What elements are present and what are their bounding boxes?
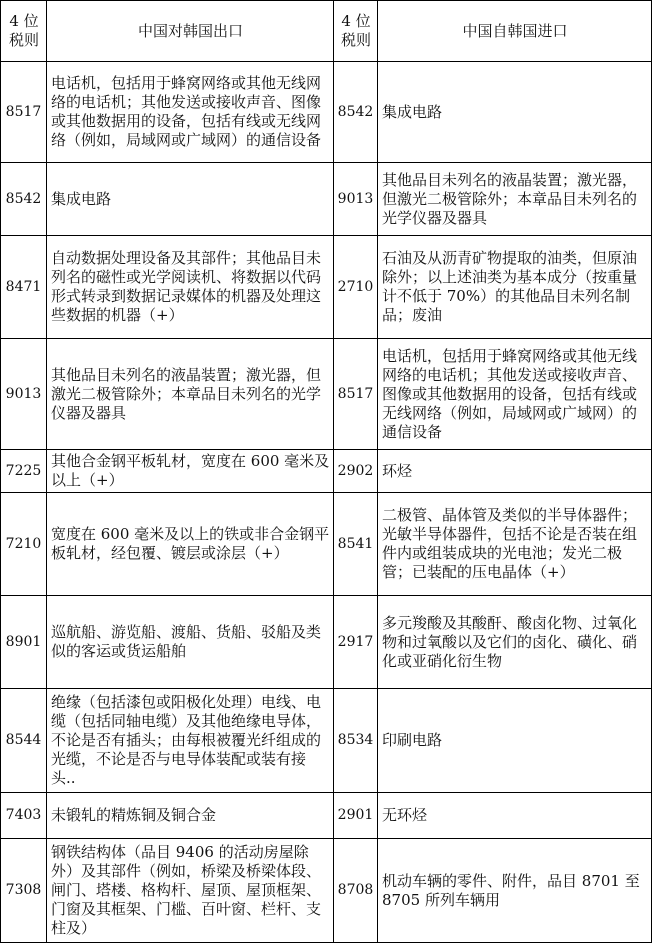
header-row — [1, 1, 652, 62]
export-code: 7403 — [1, 793, 47, 839]
import-code: 2901 — [334, 793, 378, 839]
table-row — [1, 163, 652, 236]
export-code-header: 4 位 税则 — [1, 1, 47, 62]
export-code: 7210 — [1, 493, 47, 596]
import-code: 9013 — [334, 163, 378, 236]
export-code: 8517 — [1, 62, 47, 163]
import-code: 2710 — [334, 236, 378, 339]
import-code-header: 4 位 税则 — [334, 1, 378, 62]
export-header: 中国对韩国出口 — [47, 1, 334, 62]
import-desc: 无环烃 — [378, 793, 652, 839]
table-row — [1, 689, 652, 793]
export-code: 8471 — [1, 236, 47, 339]
import-code: 8708 — [334, 839, 378, 943]
export-desc: 未锻轧的精炼铜及铜合金 — [47, 793, 334, 839]
import-desc: 其他品目未列名的液晶装置；激光器，但激光二极管除外；本章品目未列名的光学仪器及器具 — [378, 163, 652, 236]
table-row — [1, 62, 652, 163]
import-header: 中国自韩国进口 — [378, 1, 652, 62]
export-desc: 自动数据处理设备及其部件；其他品目未列名的磁性或光学阅读机、将数据以代码形式转录到数据记录媒体的机器及处理这些数据的机器（+） — [47, 236, 334, 339]
export-desc: 宽度在 600 毫米及以上的铁或非合金钢平板轧材，经包覆、镀层或涂层（+） — [47, 493, 334, 596]
export-desc: 其他品目未列名的液晶装置；激光器，但激光二极管除外；本章品目未列名的光学仪器及器具 — [47, 339, 334, 450]
import-desc: 机动车辆的零件、附件，品目 8701 至 8705 所列车辆用 — [378, 839, 652, 943]
import-desc: 环烃 — [378, 450, 652, 493]
table-row — [1, 493, 652, 596]
export-desc: 绝缘（包括漆包或阳极化处理）电线、电缆（包括同轴电缆）及其他绝缘电导体，不论是否有插头；由每根被覆光纤组成的光缆，不论是否与电导体装配或装有接头.. — [47, 689, 334, 793]
export-desc: 集成电路 — [47, 163, 334, 236]
export-desc: 其他合金钢平板轧材，宽度在 600 毫米及以上（+） — [47, 450, 334, 493]
export-desc: 巡航船、游览船、渡船、货船、驳船及类似的客运或货运船舶 — [47, 596, 334, 689]
export-desc: 电话机，包括用于蜂窝网络或其他无线网络的电话机；其他发送或接收声音、图像或其他数据用的设备，包括有线或无线网络（例如，局域网或广域网）的通信设备 — [47, 62, 334, 163]
import-desc: 电话机，包括用于蜂窝网络或其他无线网络的电话机；其他发送或接收声音、图像或其他数据用的设备，包括有线或无线网络（例如，局域网或广域网）的通信设备 — [378, 339, 652, 450]
import-code: 8541 — [334, 493, 378, 596]
export-code: 8542 — [1, 163, 47, 236]
export-code: 8901 — [1, 596, 47, 689]
table-row — [1, 793, 652, 839]
table-row — [1, 450, 652, 493]
export-code: 7308 — [1, 839, 47, 943]
export-code: 8544 — [1, 689, 47, 793]
import-code: 2902 — [334, 450, 378, 493]
table-row — [1, 839, 652, 943]
import-code: 2917 — [334, 596, 378, 689]
import-code: 8517 — [334, 339, 378, 450]
table-row — [1, 596, 652, 689]
table-row — [1, 236, 652, 339]
import-desc: 石油及从沥青矿物提取的油类，但原油除外；以上述油类为基本成分（按重量计不低于 70%）的其他品目未列名制品；废油 — [378, 236, 652, 339]
export-code: 9013 — [1, 339, 47, 450]
import-desc: 多元羧酸及其酸酐、酸卤化物、过氧化物和过氧酸以及它们的卤化、磺化、硝化或亚硝化衍生物 — [378, 596, 652, 689]
import-code: 8542 — [334, 62, 378, 163]
import-code: 8534 — [334, 689, 378, 793]
import-desc: 印刷电路 — [378, 689, 652, 793]
export-code: 7225 — [1, 450, 47, 493]
import-desc: 集成电路 — [378, 62, 652, 163]
table-row — [1, 339, 652, 450]
import-desc: 二极管、晶体管及类似的半导体器件；光敏半导体器件，包括不论是否装在组件内或组装成块的光电池；发光二极管；已装配的压电晶体（+） — [378, 493, 652, 596]
export-desc: 钢铁结构体（品目 9406 的活动房屋除外）及其部件（例如，桥梁及桥梁体段、闸门、塔楼、格构杆、屋顶、屋顶框架、门窗及其框架、门槛、百叶窗、栏杆、支柱及） — [47, 839, 334, 943]
